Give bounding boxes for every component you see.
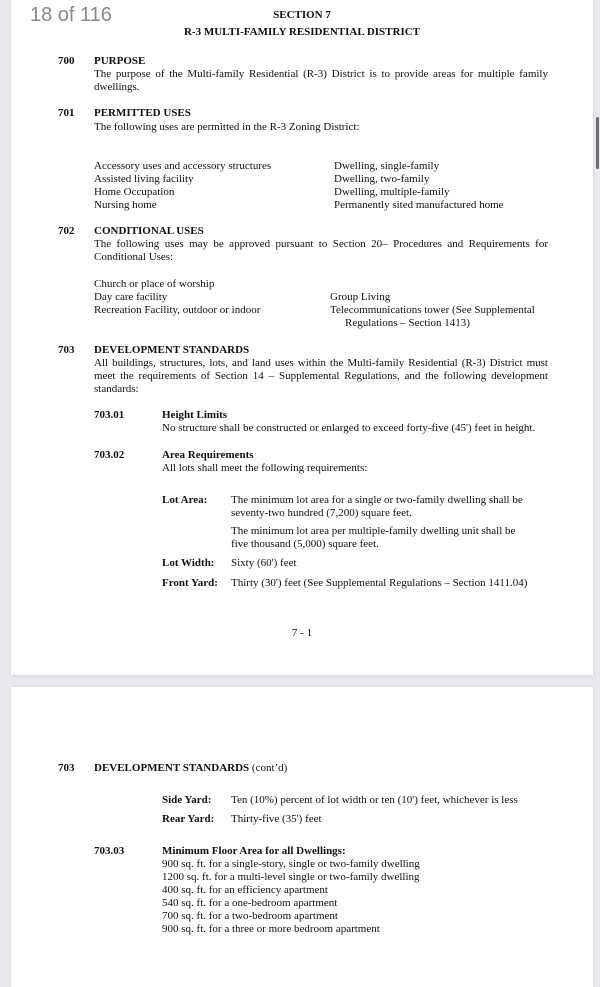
list-item: Dwelling, two-family — [334, 173, 430, 185]
floor-area-line: 1200 sq. ft. for a multi-level single or two-family dwelling — [162, 871, 420, 883]
lot-width-text: Sixty (60') feet — [231, 557, 297, 569]
list-item: Home Occupation — [94, 186, 175, 198]
rear-yard-text: Thirty-five (35') feet — [231, 813, 322, 825]
lot-area-text: The minimum lot area per multiple-family dwelling unit shall be — [231, 525, 516, 537]
section-number: 702 — [58, 225, 75, 237]
subsection-text: All lots shall meet the following requirements: — [162, 462, 368, 474]
section-text: The following uses may be approved pursuant to Section 20– Procedures and Requirements for Conditional Uses: — [94, 238, 548, 263]
pdf-page-2 — [11, 687, 593, 987]
rear-yard-label: Rear Yard: — [162, 813, 215, 825]
section-text: All buildings, structures, lots, and land uses within the Multi-family Residential (R-3) District must meet the requirements of Section 14 – Supplemental Regulations, and the following development standards: — [94, 357, 548, 395]
list-item: Group Living — [330, 291, 391, 303]
lot-area-text: seventy-two hundred (7,200) square feet. — [231, 507, 412, 519]
page-footer-number: 7 - 1 — [291, 627, 313, 639]
lot-area-label: Lot Area: — [162, 494, 208, 506]
section-heading: CONDITIONAL USES — [94, 225, 204, 237]
section-number: 700 — [58, 55, 75, 67]
side-yard-label: Side Yard: — [162, 794, 212, 806]
lot-width-label: Lot Width: — [162, 557, 215, 569]
floor-area-line: 900 sq. ft. for a single-story, single or two-family dwelling — [162, 858, 420, 870]
section-heading: DEVELOPMENT STANDARDS — [94, 762, 250, 774]
pdf-page-1 — [11, 0, 593, 675]
subsection-number: 703.03 — [94, 845, 125, 857]
section-text: The purpose of the Multi-family Residential (R-3) District is to provide areas for multiple family dwellings. — [94, 68, 548, 93]
subsection-heading: Height Limits — [162, 409, 228, 421]
list-item: Nursing home — [94, 199, 157, 211]
list-item: Regulations – Section 1413) — [345, 317, 470, 329]
list-item: Day care facility — [94, 291, 168, 303]
section-number: 701 — [58, 107, 75, 119]
list-item: Church or place of worship — [94, 278, 215, 290]
subsection-number: 703.01 — [94, 409, 125, 421]
lot-area-text: five thousand (5,000) square feet. — [231, 538, 379, 550]
floor-area-line: 700 sq. ft. for a two-bedroom apartment — [162, 910, 338, 922]
subsection-text: No structure shall be constructed or enlarged to exceed forty-five (45') feet in height. — [162, 422, 536, 434]
scrollbar[interactable] — [596, 117, 599, 169]
list-item: Telecommunications tower (See Supplemental — [330, 304, 535, 316]
section-text: The following uses are permitted in the R-3 Zoning District: — [94, 121, 360, 133]
section-number: 703 — [58, 344, 75, 356]
list-item: Dwelling, single-family — [334, 160, 440, 172]
front-yard-text: Thirty (30') feet (See Supplemental Regulations – Section 1411.04) — [231, 577, 528, 589]
section-heading-row — [94, 762, 287, 775]
list-item: Permanently sited manufactured home — [334, 199, 504, 211]
list-item: Dwelling, multiple-family — [334, 186, 450, 198]
lot-area-text: The minimum lot area for a single or two-family dwelling shall be — [231, 494, 523, 506]
side-yard-text: Ten (10%) percent of lot width or ten (10') feet, whichever is less — [231, 794, 518, 806]
floor-area-line: 900 sq. ft. for a three or more bedroom apartment — [162, 923, 380, 935]
section-heading: PERMITTED USES — [94, 107, 191, 119]
floor-area-line: 400 sq. ft. for an efficiency apartment — [162, 884, 328, 896]
page-title: R-3 MULTI-FAMILY RESIDENTIAL DISTRICT — [183, 26, 421, 38]
floor-area-line: 540 sq. ft. for a one-bedroom apartment — [162, 897, 338, 909]
section-number: 703 — [58, 762, 75, 774]
list-item: Accessory uses and accessory structures — [94, 160, 272, 172]
section-label: SECTION 7 — [273, 9, 331, 21]
subsection-heading: Minimum Floor Area for all Dwellings: — [162, 845, 346, 857]
list-item: Recreation Facility, outdoor or indoor — [94, 304, 261, 316]
list-item: Assisted living facility — [94, 173, 194, 185]
front-yard-label: Front Yard: — [162, 577, 218, 589]
subsection-heading: Area Requirements — [162, 449, 254, 461]
section-heading: PURPOSE — [94, 55, 146, 67]
page-counter: 18 of 116 — [30, 4, 112, 26]
section-heading: DEVELOPMENT STANDARDS — [94, 344, 250, 356]
subsection-number: 703.02 — [94, 449, 125, 461]
continued-label: (cont’d) — [251, 762, 288, 774]
